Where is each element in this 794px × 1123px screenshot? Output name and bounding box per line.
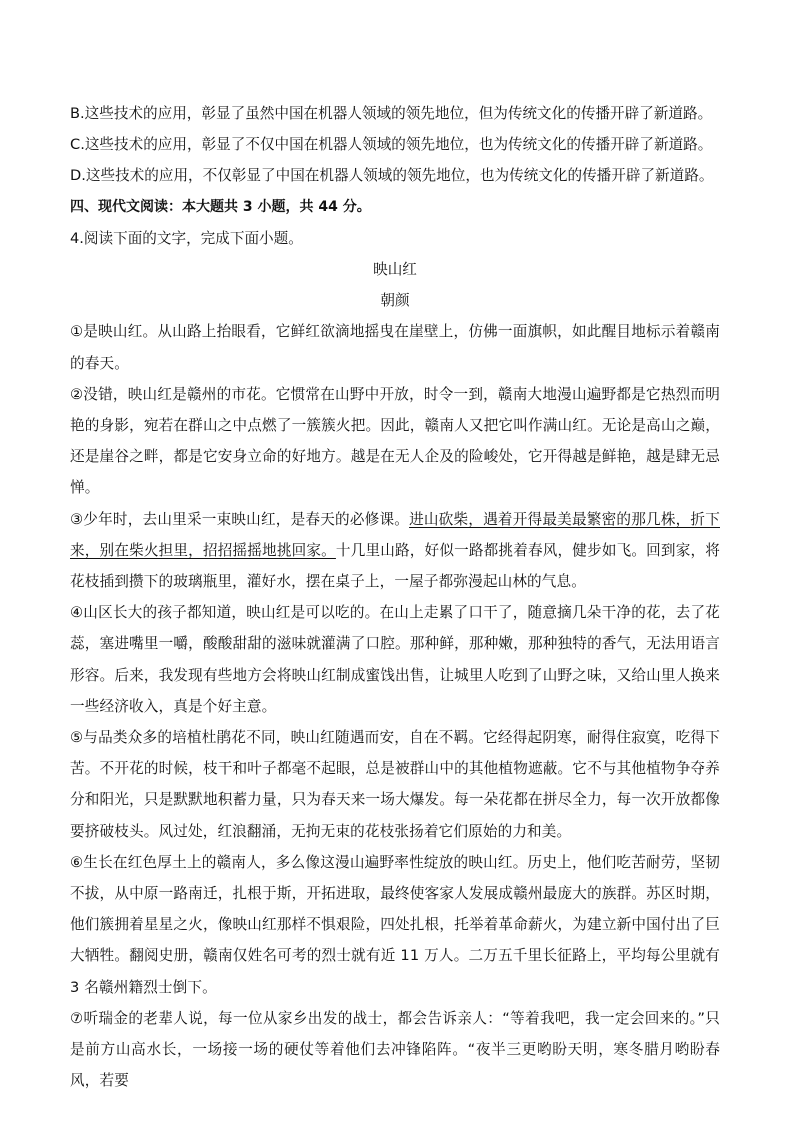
option-b: B.这些技术的应用，彰显了虽然中国在机器人领域的领先地位，但为传统文化的传播开辟了新道路。 xyxy=(70,105,713,122)
section-heading: 四、现代文阅读：本大题共 3 小题，共 44 分。 xyxy=(70,198,371,215)
option-d: D.这些技术的应用，不仅彰显了中国在机器人领域的领先地位，也为传统文化的传播开辟了新道路。 xyxy=(70,167,714,185)
article-author: 朝颜 xyxy=(380,292,410,310)
paragraph-6: ⑥生长在红色厚土上的赣南人，多么像这漫山遍野率性绽放的映山红。历史上，他们吃苦耐劳，坚韧不拔，从中原一路南迁，扎根于斯，开拓进取，最终使客家人发展成赣州最庞大的族群。苏区时期，他们簇拥着星星之火，像映山红那样不惧艰险，四处扎根，托举着革命薪火，为建立新中国付出了巨大牺牲。翻阅史册，赣南仅姓名可考的烈士就有近 11 万人。二万五千里长征路上，平均每公里就有 3 名赣州籍烈士倒下。 xyxy=(70,853,720,996)
document-page xyxy=(70,98,720,1097)
paragraph-7: ⑦听瑞金的老辈人说，每一位从家乡出发的战士，都会告诉亲人：“等着我吧，我一定会回来的。”只是前方山高水长，一场接一场的硬仗等着他们去冲锋陷阵。“夜半三更哟盼天明，寒冬腊月哟盼春风，若要 xyxy=(70,1009,720,1090)
article-title: 映山红 xyxy=(373,261,417,279)
question-intro: 4.阅读下面的文字，完成下面小题。 xyxy=(70,229,303,247)
paragraph-2: ②没错，映山红是赣州的市花。它惯常在山野中开放，时令一到，赣南大地漫山遍野都是它热烈而明艳的身影，宛若在群山之中点燃了一簇簇火把。因此，赣南人又把它叫作满山红。无论是高山之巅，还是崖谷之畔，都是它安身立命的好地方。越是在无人企及的险峻处，它开得越是鲜艳，越是肆无忌惮。 xyxy=(70,385,720,497)
paragraph-3-lead: ③少年时，去山里采一束映山红，是春天的必修课。 xyxy=(70,510,410,528)
paragraph-3 xyxy=(70,504,720,598)
underlined-sentence: 进山砍柴，遇着开得最美最繁密的那几株，折下来，别在柴火担里，招招摇摇地挑回家。 xyxy=(70,510,720,559)
option-c: C.这些技术的应用，彰显了不仅中国在机器人领域的领先地位，也为传统文化的传播开辟了新道路。 xyxy=(70,136,713,154)
paragraph-3-rest: 十几里山路，好似一路都挑着春风，健步如飞。回到家，将花枝插到攒下的玻璃瓶里，灌好水，摆在桌子上，一屋子都弥漫起山林的气息。 xyxy=(70,541,720,591)
paragraph-1: ①是映山红。从山路上抬眼看，它鲜红欲滴地摇曳在崖壁上，仿佛一面旗帜，如此醒目地标示着赣南的春天。 xyxy=(70,323,720,372)
paragraph-4: ④山区长大的孩子都知道，映山红是可以吃的。在山上走累了口干了，随意摘几朵干净的花，去了花蕊，塞进嘴里一嚼，酸酸甜甜的滋味就灌满了口腔。那种鲜，那种嫩，那种独特的香气，无法用语言形容。后来，我发现有些地方会将映山红制成蜜饯出售，让城里人吃到了山野之味，又给山里人换来一些经济收入，真是个好主意。 xyxy=(70,604,720,715)
paragraph-5: ⑤与品类众多的培植杜鹃花不同，映山红随遇而安，自在不羁。它经得起阴寒，耐得住寂寞，吃得下苦。不开花的时候，枝干和叶子都毫不起眼，总是被群山中的其他植物遮蔽。它不与其他植物争夺养分和阳光，只是默默地积蓄力量，只为春天来一场大爆发。每一朵花都在拼尽全力，每一次开放都像要挤破枝头。风过处，红浪翻涌，无拘无束的花枝张扬着它们原始的力和美。 xyxy=(70,729,720,840)
